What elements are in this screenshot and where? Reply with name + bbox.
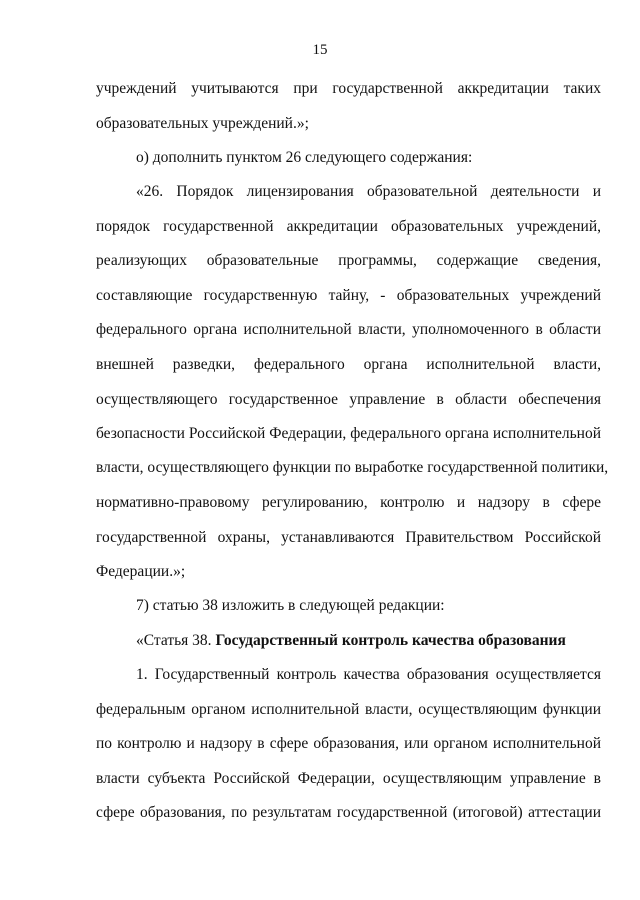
text-line: безопасности Российской Федерации, федерального органа исполнительной [96,425,601,442]
text-line: образовательных учреждений.»; [96,115,309,132]
text-line: власти, осуществляющего функции по выработке государственной политики, [96,459,609,476]
text-line: федерального органа исполнительной власти, уполномоченного в области [96,321,601,338]
page-number: 15 [312,42,328,58]
article-title: Государственный контроль качества образования [215,632,566,649]
text-line: 7) статью 38 изложить в следующей редакции: [136,597,445,614]
text-line: сфере образования, по результатам государственной (итоговой) аттестации [96,804,601,821]
text-line: по контролю и надзору в сфере образования, или органом исполнительной [96,735,601,752]
text-line: учреждений учитываются при государственной аккредитации таких [96,80,601,97]
text-line: государственной охраны, устанавливаются Правительством Российской [96,529,601,546]
text-line: составляющие государственную тайну, - образовательных учреждений [96,287,601,304]
text-line: «26. Порядок лицензирования образовательной деятельности и [136,183,601,200]
text-line: федеральным органом исполнительной власти, осуществляющим функции [96,701,601,718]
text-line: 1. Государственный контроль качества образования осуществляется [136,666,601,683]
text-line: порядок государственной аккредитации образовательных учреждений, [96,218,601,235]
text-line: внешней разведки, федерального органа исполнительной власти, [96,356,601,373]
text-line: осуществляющего государственное управление в области обеспечения [96,391,601,408]
text-line: реализующих образовательные программы, содержащие сведения, [96,252,601,269]
text-line: о) дополнить пунктом 26 следующего содержания: [136,149,473,166]
article-heading-line [136,631,601,651]
text-line: Федерации.»; [96,563,186,580]
text-line: власти субъекта Российской Федерации, осуществляющим управление в [96,770,601,787]
article-number: «Статья 38. [136,632,212,649]
text-line: нормативно-правовому регулированию, контролю и надзору в сфере [96,494,601,511]
